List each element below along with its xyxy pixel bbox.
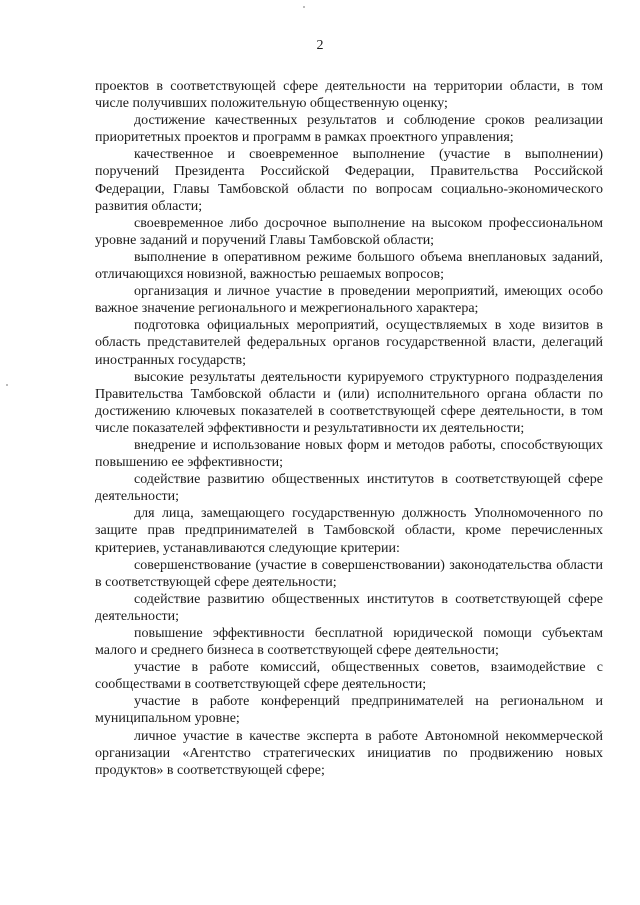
paragraph-criterion: участие в работе конференций предпринимателей на региональном и муниципальном уровне;	[95, 694, 603, 727]
paragraph-criterion: достижение качественных результатов и соблюдение сроков реализации приоритетных проектов и программ в рамках проектного управления;	[95, 113, 603, 146]
paragraph-criterion: подготовка официальных мероприятий, осуществляемых в ходе визитов в область представителей федеральных органов государственной власти, делегаций иностранных государств;	[95, 318, 603, 368]
paragraph-continuation: проектов в соответствующей сфере деятельности на территории области, в том числе получивших положительную общественную оценку;	[95, 79, 603, 112]
paragraph-criterion: организация и личное участие в проведении мероприятий, имеющих особо важное значение регионального и межрегионального характера;	[95, 284, 603, 317]
paragraph-criterion: участие в работе комиссий, общественных советов, взаимодействие с сообществами в соответствующей сфере деятельности;	[95, 660, 603, 693]
document-body	[95, 78, 603, 779]
paragraph-criterion: содействие развитию общественных институтов в соответствующей сфере деятельности;	[95, 591, 603, 624]
paragraph-criterion: личное участие в качестве эксперта в работе Автономной некоммерческой организации «Агентство стратегических инициатив по продвижению новых продуктов» в соответствующей сфере;	[95, 728, 603, 778]
page-number: 2	[316, 38, 324, 53]
paragraph-criterion: качественное и своевременное выполнение (участие в выполнении) поручений Президента Российской Федерации, Правительства Российской Федерации, Главы Тамбовской области по вопросам социально-экономического развития области;	[95, 147, 603, 214]
paragraph-criterion: повышение эффективности бесплатной юридической помощи субъектам малого и среднего бизнеса в соответствующей сфере деятельности;	[95, 626, 603, 659]
paragraph-intro: для лица, замещающего государственную должность Уполномоченного по защите прав предпринимателей в Тамбовской области, кроме перечисленных критериев, устанавливаются следующие критерии:	[95, 506, 603, 556]
paragraph-criterion: содействие развитию общественных институтов в соответствующей сфере деятельности;	[95, 472, 603, 505]
paragraph-criterion: совершенствование (участие в совершенствовании) законодательства области в соответствующей сфере деятельности;	[95, 557, 603, 590]
scan-dot	[6, 384, 8, 386]
scan-dot	[303, 6, 305, 8]
paragraph-criterion: высокие результаты деятельности курируемого структурного подразделения Правительства Тамбовской области и (или) исполнительного органа области по достижению ключевых показателей в соответствующей сфере деятельности, в том числе показателей эффективности и результативности их деятельности;	[95, 369, 603, 436]
paragraph-criterion: выполнение в оперативном режиме большого объема внеплановых заданий, отличающихся новизной, важностью решаемых вопросов;	[95, 249, 603, 283]
paragraph-criterion: внедрение и использование новых форм и методов работы, способствующих повышению ее эффективности;	[95, 437, 603, 471]
paragraph-criterion: своевременное либо досрочное выполнение на высоком профессиональном уровне заданий и поручений Главы Тамбовской области;	[95, 215, 603, 248]
